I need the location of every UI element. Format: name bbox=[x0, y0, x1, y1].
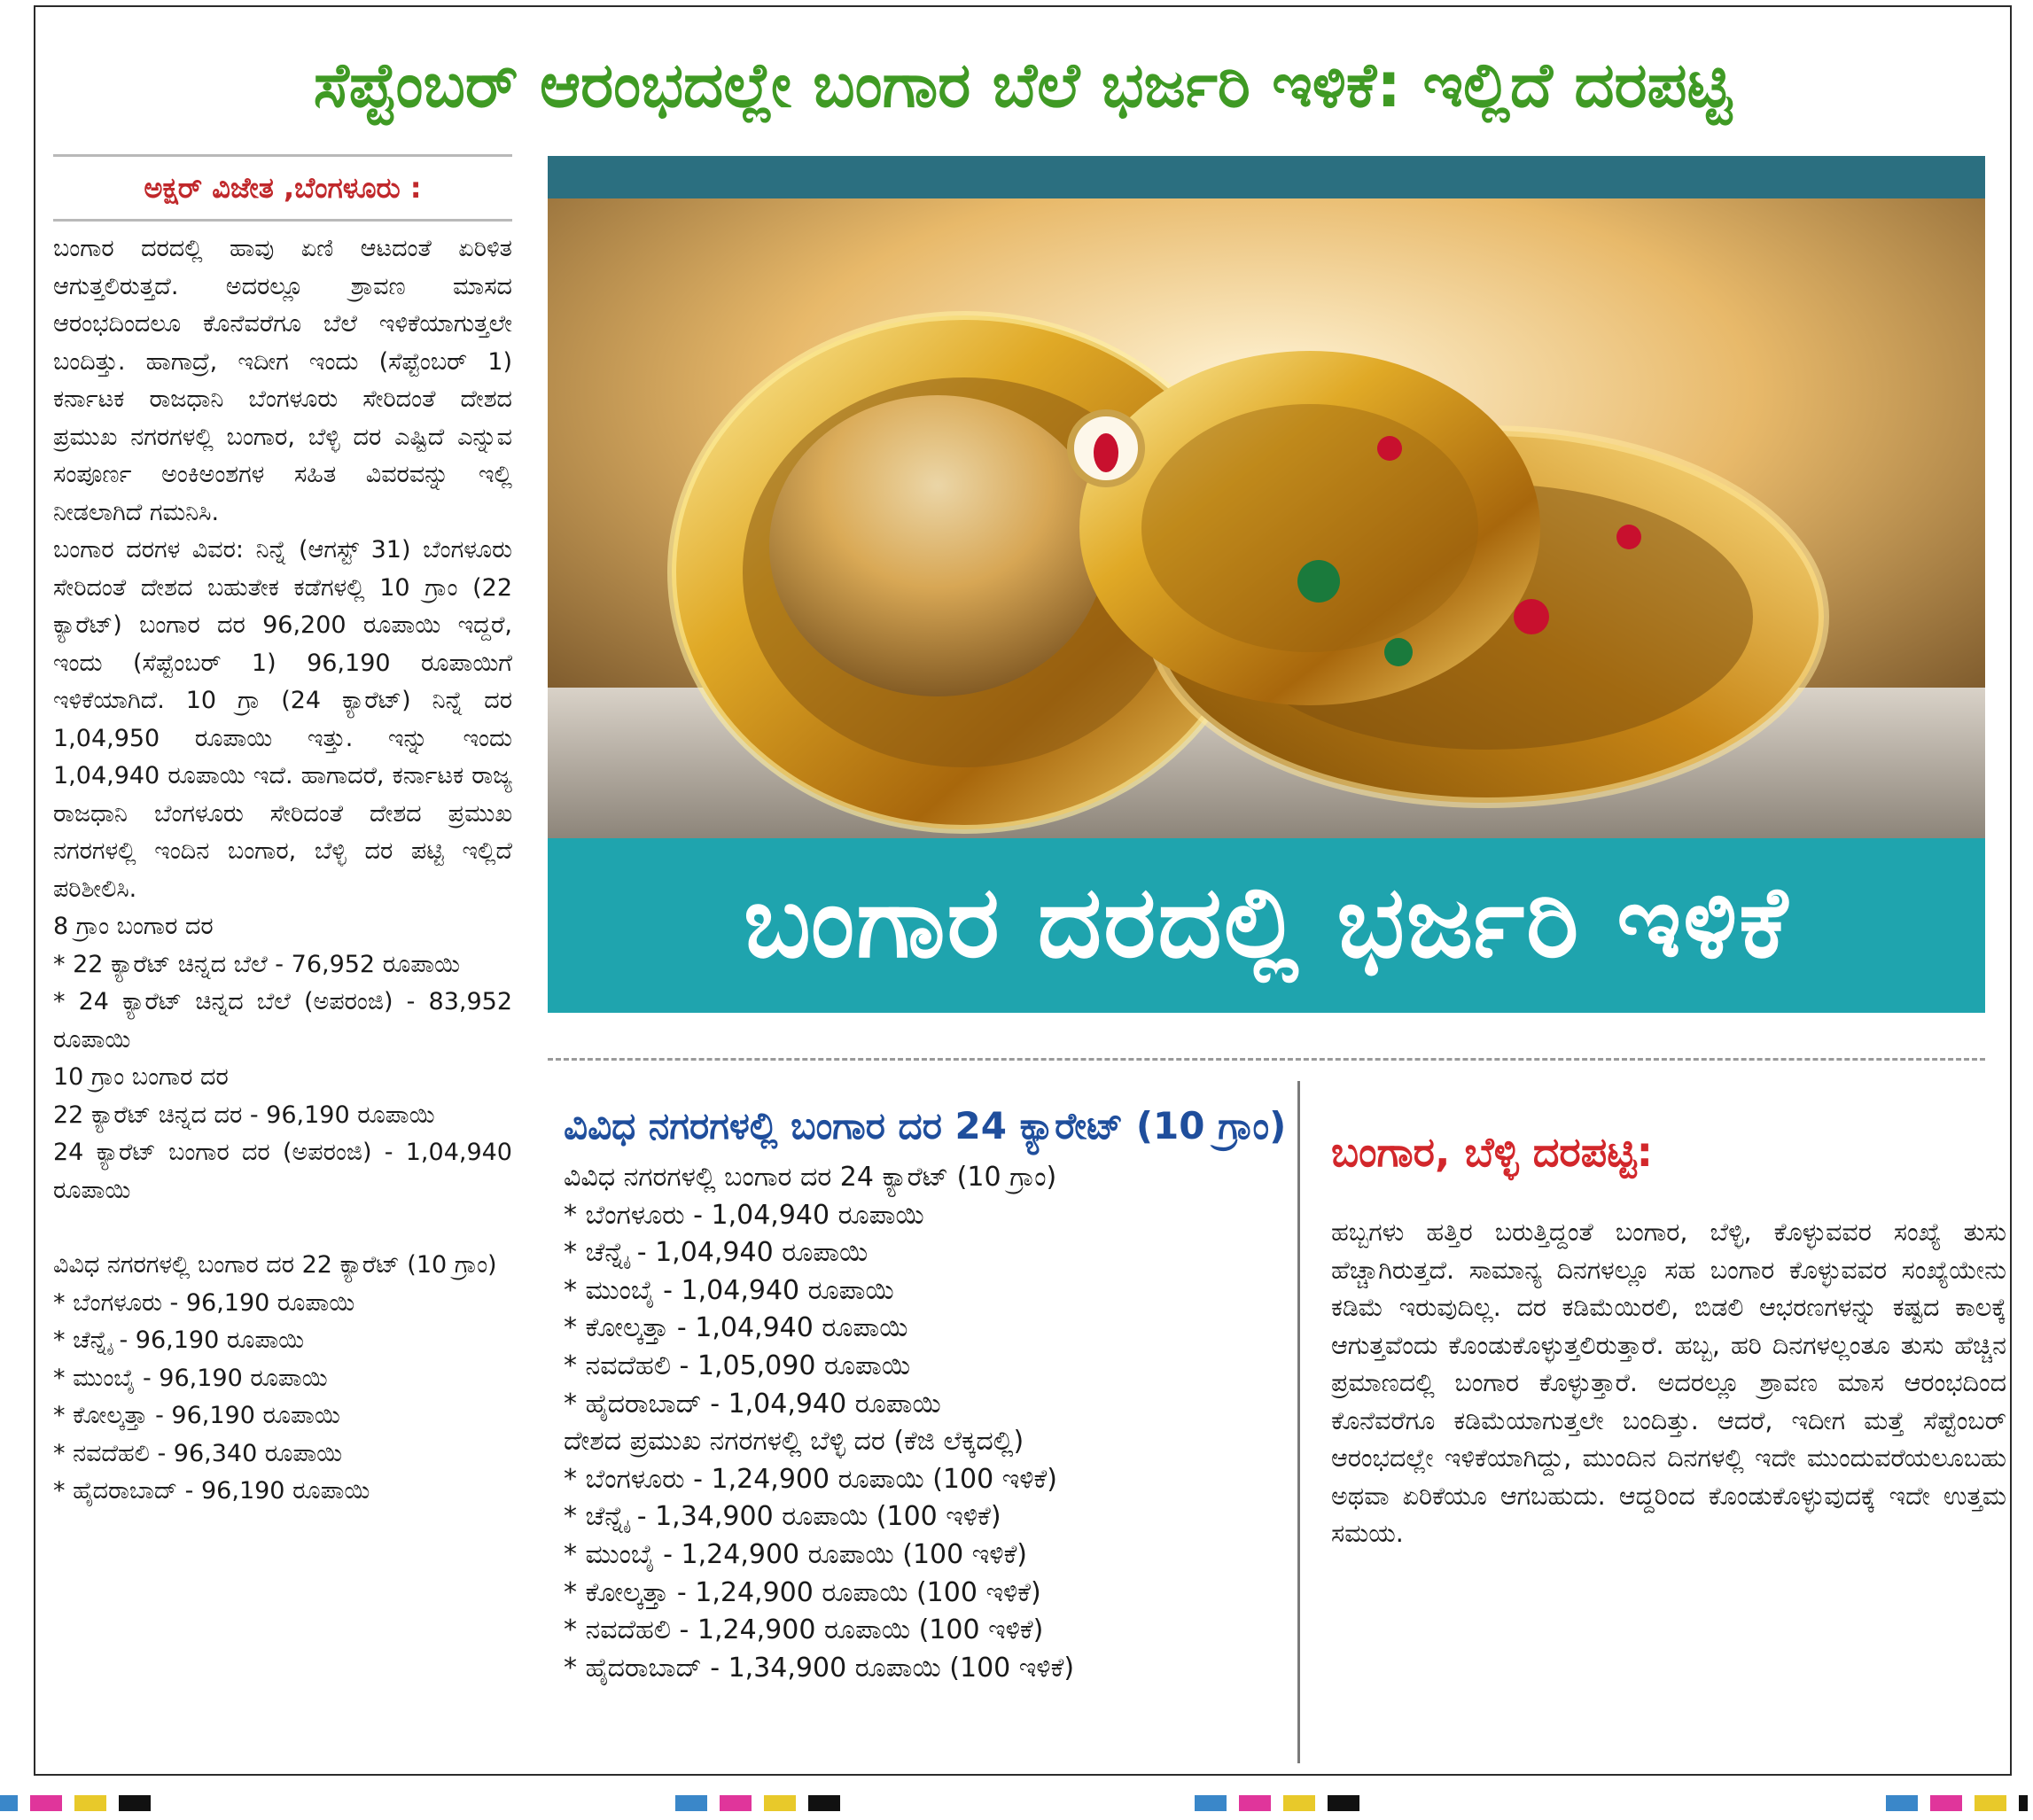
10g-title: 10 ಗ್ರಾಂ ಬಂಗಾರ ದರ bbox=[53, 1063, 229, 1091]
reg-mark-yellow bbox=[1283, 1795, 1315, 1811]
reg-mark-yellow bbox=[764, 1795, 796, 1811]
list-item: * ಕೋಲ್ಕತ್ತಾ - 1,24,900 ರೂಪಾಯಿ (100 ಇಳಿಕೆ) bbox=[564, 1576, 1041, 1608]
list-item: * ಚೆನ್ನೈ - 96,190 ರೂಪಾಯಿ bbox=[53, 1326, 305, 1354]
right-body: ಹಬ್ಬಗಳು ಹತ್ತಿರ ಬರುತ್ತಿದ್ದಂತೆ ಬಂಗಾರ, ಬೆಳ್ಳಿ, ಕೊಳ್ಳುವವರ ಸಂಖ್ಯೆ ತುಸು ಹೆಚ್ಚಾಗಿರುತ್ತದೆ. ಸಾಮಾನ್ಯ ದಿನಗಳಲ್ಲೂ ಸಹ ಬಂಗಾರ ಕೊಳ್ಳುವವರ ಸಂಖ್ಯೆಯೇನು ಕಡಿಮೆ ಇರುವುದಿಲ್ಲ. ದರ ಕಡಿಮೆಯಿರಲಿ, ಬಿಡಲಿ ಆಭರಣಗಳನ್ನು ಕಷ್ಟದ ಕಾಲಕ್ಕೆ ಆಗುತ್ತವೆಂದು ಕೊಂಡುಕೊಳ್ಳುತ್ತಲಿರುತ್ತಾರೆ. ಹಬ್ಬ, ಹರಿ ದಿನಗಳಲ್ಲಂತೂ ತುಸು ಹೆಚ್ಚಿನ ಪ್ರಮಾಣದಲ್ಲಿ ಬಂಗಾರ ಕೊಳ್ಳುತ್ತಾರೆ. ಅದರಲ್ಲೂ ಶ್ರಾವಣ ಮಾಸ ಆರಂಭದಿಂದ ಕೊನೆವರೆಗೂ ಕಡಿಮೆಯಾಗುತ್ತಲೇ ಬಂದಿತ್ತು. ಆದರೆ, ಇದೀಗ ಮತ್ತೆ ಸೆಪ್ಟೆಂಬರ್ ಆರಂಭದಲ್ಲೇ ಇಳಿಕೆಯಾಗಿದ್ದು, ಮುಂದಿನ ದಿನಗಳಲ್ಲಿ ಇದೇ ಮುಂದುವರೆಯಲೂಬಹು ಅಥವಾ ಏರಿಕೆಯೂ ಆಗಬಹುದು. ಆದ್ದರಿಂದ ಕೊಂಡುಕೊಳ್ಳುವುದಕ್ಕೆ ಇದೇ ಉತ್ತಮ ಸಮಯ. bbox=[1331, 1217, 2006, 1548]
reg-mark-magenta bbox=[1239, 1795, 1271, 1811]
list-item: * ಹೈದರಾಬಾದ್ - 1,34,900 ರೂಪಾಯಿ (100 ಇಳಿಕೆ) bbox=[564, 1652, 1075, 1684]
reg-mark-cyan bbox=[1886, 1795, 1918, 1811]
list-item: * ಮುಂಬೈ - 96,190 ರೂಪಾಯಿ bbox=[53, 1364, 328, 1392]
list-item: * ಹೈದರಾಬಾದ್ - 96,190 ರೂಪಾಯಿ bbox=[53, 1477, 370, 1505]
intro-paragraph: ಬಂಗಾರ ದರದಲ್ಲಿ ಹಾವು ಏಣಿ ಆಟದಂತೆ ಏರಿಳಿತ ಆಗುತ್ತಲಿರುತ್ತದೆ. ಅದರಲ್ಲೂ ಶ್ರಾವಣ ಮಾಸದ ಆರಂಭದಿಂದಲೂ ಕೊನೆವರೆಗೂ ಬೆಲೆ ಇಳಿಕೆಯಾಗುತ್ತಲೇ ಬಂದಿತ್ತು. ಹಾಗಾದ್ರೆ, ಇದೀಗ ಇಂದು (ಸೆಪ್ಟೆಂಬರ್ 1) ಕರ್ನಾಟಕ ರಾಜಧಾನಿ ಬೆಂಗಳೂರು ಸೇರಿದಂತೆ ದೇಶದ ಪ್ರಮುಖ ನಗರಗಳಲ್ಲಿ ಬಂಗಾರ, ಬೆಳ್ಳಿ ದರ ಎಷ್ಟಿದೆ ಎನ್ನುವ ಸಂಪೂರ್ಣ ಅಂಕಿಅಂಶಗಳ ಸಹಿತ ವಿವರವನ್ನು ಇಲ್ಲಿ ನೀಡಲಾಗಿದೆ ಗಮನಿಸಿ. bbox=[53, 235, 512, 526]
list-item: * ಚೆನ್ನೈ - 1,34,900 ರೂಪಾಯಿ (100 ಇಳಿಕೆ) bbox=[564, 1501, 1001, 1533]
left-column bbox=[53, 230, 512, 1737]
registration-marks-right bbox=[1886, 1795, 2028, 1811]
list-item: ದೇಶದ ಪ್ರಮುಖ ನಗರಗಳಲ್ಲಿ ಬೆಳ್ಳಿ ದರ (ಕೆಜಿ ಲೆಕ್ಕದಲ್ಲಿ) bbox=[564, 1426, 1024, 1458]
right-heading: ಬಂಗಾರ, ಬೆಳ್ಳಿ ದರಪಟ್ಟಿ: bbox=[1331, 1128, 1653, 1176]
bangle-middle bbox=[1079, 351, 1540, 705]
reg-mark-cyan bbox=[1195, 1795, 1227, 1811]
gold-bangles-illustration bbox=[548, 156, 1985, 838]
reg-mark-magenta bbox=[720, 1795, 752, 1811]
10g-22k-rate: 22 ಕ್ಯಾರೆಟ್ ಚಿನ್ನದ ದರ - 96,190 ರೂಪಾಯಿ bbox=[53, 1101, 435, 1129]
list-item: * ಚೆನ್ನೈ - 1,04,940 ರೂಪಾಯಿ bbox=[564, 1237, 869, 1269]
headline: ಸೆಪ್ಟೆಂಬರ್ ಆರಂಭದಲ್ಲೇ ಬಂಗಾರ ಬೆಲೆ ಭರ್ಜರಿ ಇಳಿಕೆ: ಇಲ್ಲಿದೆ ದರಪಟ್ಟಿ bbox=[313, 49, 1733, 121]
reg-mark-magenta bbox=[30, 1795, 62, 1811]
list-item: * ಮುಂಬೈ - 1,24,900 ರೂಪಾಯಿ (100 ಇಳಿಕೆ) bbox=[564, 1538, 1027, 1570]
registration-marks-center-left bbox=[675, 1795, 853, 1811]
list-item: * ಕೋಲ್ಕತ್ತಾ - 1,04,940 ರೂಪಾಯಿ bbox=[564, 1312, 908, 1344]
hero-image bbox=[548, 156, 1985, 1013]
list-item: * ಬೆಂಗಳೂರು - 1,04,940 ರೂಪಾಯಿ bbox=[564, 1199, 924, 1231]
right-column bbox=[1331, 1116, 2006, 1754]
list-item: * ಕೋಲ್ಕತ್ತಾ - 96,190 ರೂಪಾಯಿ bbox=[53, 1402, 340, 1429]
column-divider bbox=[1297, 1081, 1300, 1763]
reg-mark-black bbox=[2019, 1795, 2028, 1811]
top-strip bbox=[548, 156, 1985, 198]
10g-24k-rate: 24 ಕ್ಯಾರೆಟ್ ಬಂಗಾರ ದರ (ಅಪರಂಜಿ) - 1,04,940 ರೂಪಾಯಿ bbox=[53, 1139, 512, 1204]
spacer bbox=[53, 1209, 512, 1247]
reg-mark-black bbox=[1328, 1795, 1359, 1811]
list-item: * ಮುಂಬೈ - 1,04,940 ರೂಪಾಯಿ bbox=[564, 1274, 894, 1306]
reg-mark-black bbox=[808, 1795, 840, 1811]
list-item: * ಹೈದರಾಬಾದ್ - 1,04,940 ರೂಪಾಯಿ bbox=[564, 1388, 941, 1419]
list-item: * ನವದೆಹಲಿ - 1,24,900 ರೂಪಾಯಿ (100 ಇಳಿಕೆ) bbox=[564, 1614, 1044, 1646]
reg-mark-yellow bbox=[74, 1795, 106, 1811]
byline-box bbox=[53, 154, 512, 222]
rates-detail-paragraph: ಬಂಗಾರ ದರಗಳ ವಿವರ: ನಿನ್ನೆ (ಆಗಸ್ಟ್ 31) ಬೆಂಗಳೂರು ಸೇರಿದಂತೆ ದೇಶದ ಬಹುತೇಕ ಕಡೆಗಳಲ್ಲಿ 10 ಗ್ರಾಂ (22 ಕ್ಯಾರೆಟ್) ಬಂಗಾರ ದರ 96,200 ರೂಪಾಯಿ ಇದ್ದರೆ, ಇಂದು (ಸೆಪ್ಟೆಂಬರ್ 1) 96,190 ರೂಪಾಯಿಗೆ ಇಳಿಕೆಯಾಗಿದೆ. 10 ಗ್ರಾ (24 ಕ್ಯಾರೆಟ್) ನಿನ್ನೆ ದರ 1,04,950 ರೂಪಾಯಿ ಇತ್ತು. ಇನ್ನು ಇಂದು 1,04,940 ರೂಪಾಯಿ ಇದೆ. ಹಾಗಾದರೆ, ಕರ್ನಾಟಕ ರಾಜ್ಯ ರಾಜಧಾನಿ ಬೆಂಗಳೂರು ಸೇರಿದಂತೆ ದೇಶದ ಪ್ರಮುಖ ನಗರಗಳಲ್ಲಿ ಇಂದಿನ ಬಂಗಾರ, ಬೆಳ್ಳಿ ದರ ಪಟ್ಟಿ ಇಲ್ಲಿದೆ ಪರಿಶೀಲಿಸಿ. bbox=[53, 536, 512, 903]
reg-mark-cyan bbox=[675, 1795, 707, 1811]
registration-marks-center-right bbox=[1195, 1795, 1372, 1811]
byline: ಅಕ್ಷರ್ ವಿಜೇತ ,ಬೆಂಗಳೂರು : bbox=[144, 171, 422, 205]
reg-mark-yellow bbox=[1975, 1795, 2006, 1811]
section-divider bbox=[548, 1058, 1985, 1061]
reg-mark-black bbox=[119, 1795, 151, 1811]
reg-mark-cyan bbox=[0, 1795, 18, 1811]
8g-22k-rate: * 22 ಕ್ಯಾರೆಟ್ ಚಿನ್ನದ ಬೆಲೆ - 76,952 ರೂಪಾಯಿ bbox=[53, 950, 461, 978]
8g-24k-rate: * 24 ಕ್ಯಾರೆಟ್ ಚಿನ್ನದ ಬೆಲೆ (ಅಪರಂಜಿ) - 83,952 ರೂಪಾಯಿ bbox=[53, 988, 512, 1054]
registration-marks-left bbox=[0, 1795, 163, 1811]
list-item: * ನವದೆಹಲಿ - 96,340 ರೂಪಾಯಿ bbox=[53, 1439, 343, 1467]
middle-column bbox=[564, 1099, 1290, 1754]
reg-mark-magenta bbox=[1930, 1795, 1962, 1811]
newspaper-clipping bbox=[34, 5, 2012, 1776]
list-item: ವಿವಿಧ ನಗರಗಳಲ್ಲಿ ಬಂಗಾರ ದರ 24 ಕ್ಯಾರೆಟ್ (10 ಗ್ರಾಂ) bbox=[564, 1162, 1057, 1193]
list-item: * ಬೆಂಗಳೂರು - 96,190 ರೂಪಾಯಿ bbox=[53, 1288, 355, 1317]
banner-text: ಬಂಗಾರ ದರದಲ್ಲಿ ಭರ್ಜರಿ ಇಳಿಕೆ bbox=[743, 865, 1790, 980]
cities-22k-title: ವಿವಿಧ ನಗರಗಳಲ್ಲಿ ಬಂಗಾರ ದರ 22 ಕ್ಯಾರೆಟ್ (10 ಗ್ರಾಂ) bbox=[53, 1251, 497, 1279]
list-item: * ಬೆಂಗಳೂರು - 1,24,900 ರೂಪಾಯಿ (100 ಇಳಿಕೆ) bbox=[564, 1463, 1057, 1495]
list-item: * ನವದೆಹಲಿ - 1,05,090 ರೂಪಾಯಿ bbox=[564, 1349, 911, 1381]
8g-title: 8 ಗ್ರಾಂ ಬಂಗಾರ ದರ bbox=[53, 913, 214, 940]
middle-heading: ವಿವಿಧ ನಗರಗಳಲ್ಲಿ ಬಂಗಾರ ದರ 24 ಕ್ಯಾರೇಟ್ (10 ಗ್ರಾಂ) bbox=[564, 1104, 1287, 1147]
